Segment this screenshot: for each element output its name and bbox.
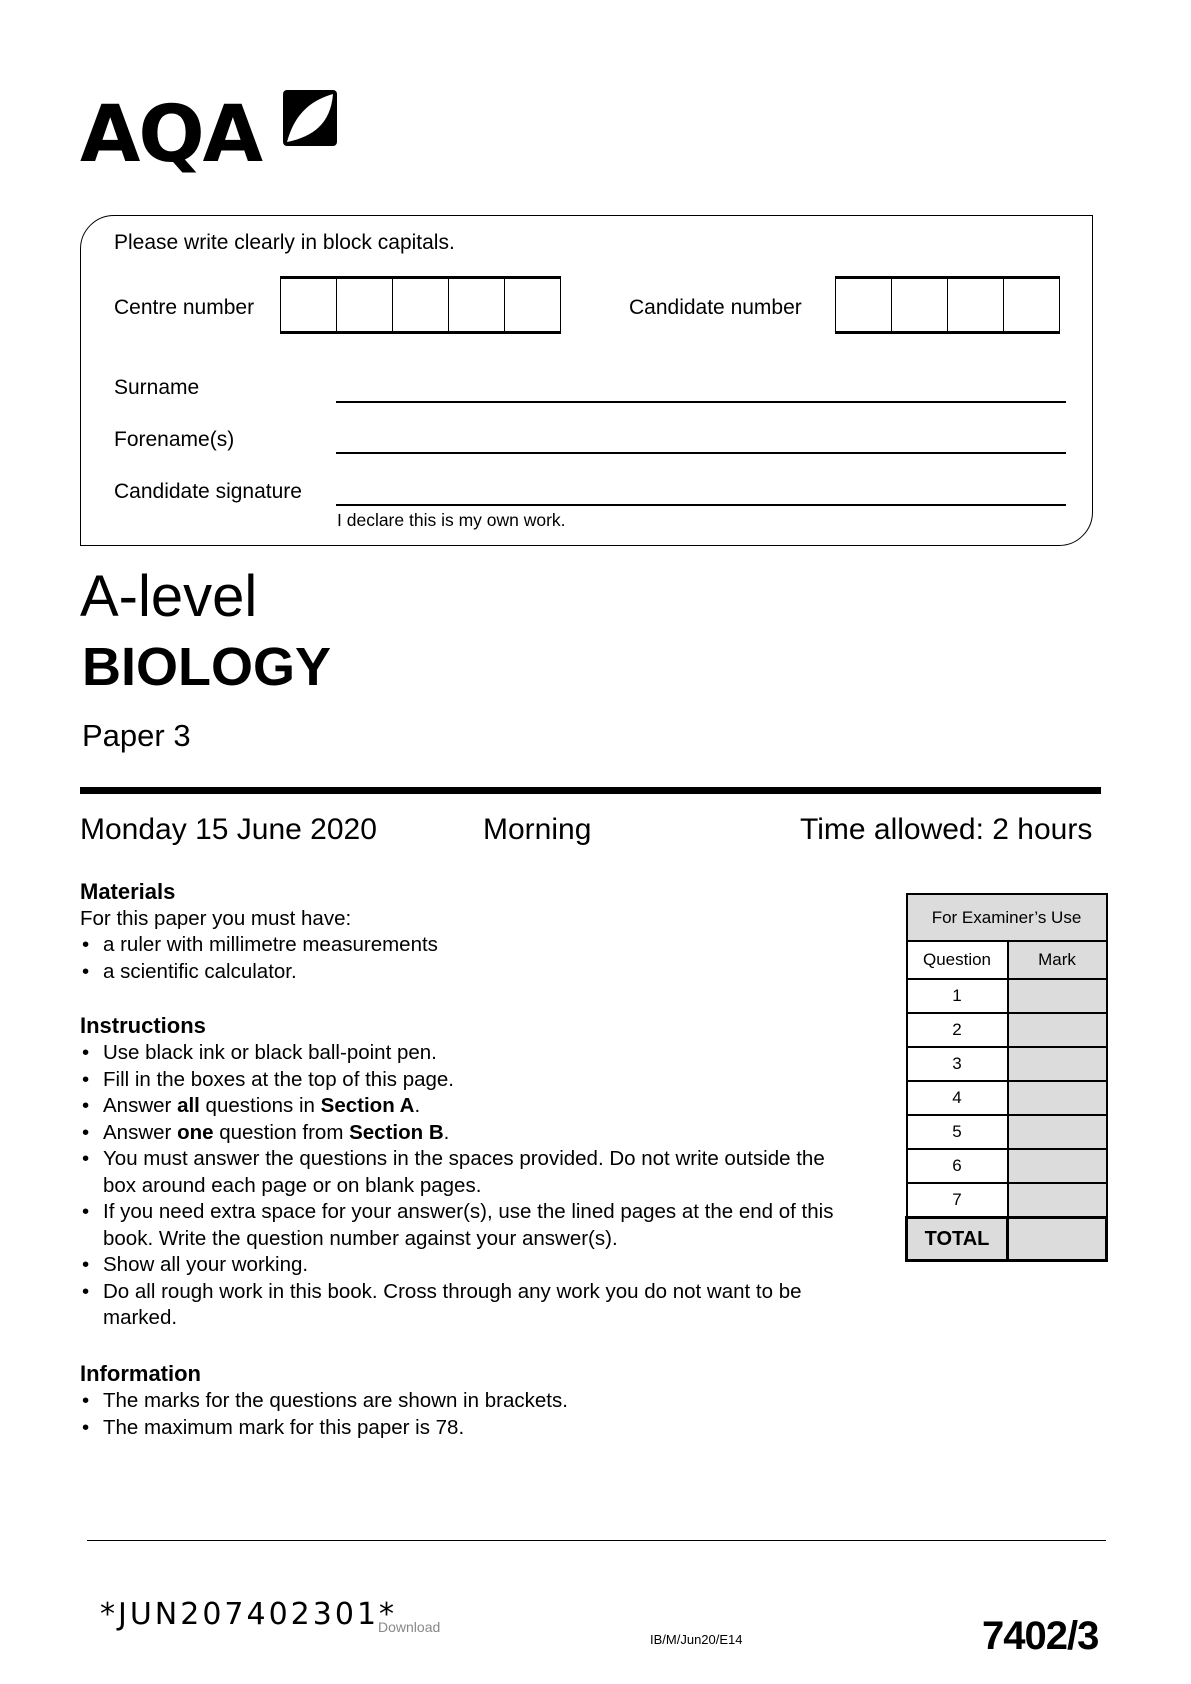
mark-cell[interactable]	[1008, 1081, 1107, 1115]
information-item: • The marks for the questions are shown in brackets.	[80, 1388, 568, 1415]
instruction-item	[80, 1252, 860, 1279]
subject-title: BIOLOGY	[82, 637, 332, 697]
materials-intro: For this paper you must have:	[80, 907, 352, 930]
centre-number-digit[interactable]	[337, 279, 393, 331]
instructions-heading: Instructions	[80, 1013, 206, 1038]
instruction-text: question from	[213, 1120, 350, 1144]
surname-label: Surname	[114, 376, 200, 399]
instruction-text: .	[414, 1094, 421, 1117]
question-number: 3	[907, 1047, 1008, 1081]
instruction-emphasis: all	[177, 1094, 200, 1117]
question-row	[907, 979, 1107, 1013]
question-number: 5	[907, 1115, 1008, 1149]
surname-field[interactable]	[336, 401, 1066, 403]
exam-date: Monday 15 June 2020	[80, 813, 377, 846]
centre-number-digit[interactable]	[449, 279, 505, 331]
column-header-mark: Mark	[1008, 941, 1107, 979]
candidate-details-form	[80, 215, 1093, 546]
instruction-text: You must answer the questions in the spaces provided. Do not write outside the box around each page or on blank pages.	[103, 1147, 825, 1197]
instruction-item	[80, 1199, 860, 1252]
question-row	[907, 1115, 1107, 1149]
form-instruction: Please write clearly in block capitals.	[114, 231, 455, 254]
materials-item: • a ruler with millimetre measurements	[80, 932, 438, 959]
instruction-item	[80, 1146, 860, 1199]
mark-cell[interactable]	[1008, 1013, 1107, 1047]
candidate-number-digit[interactable]	[892, 279, 948, 331]
watermark-text: Download	[378, 1619, 441, 1635]
candidate-number-digit[interactable]	[948, 279, 1004, 331]
instruction-text: Do all rough work in this book. Cross through any work you do not want to be marked.	[103, 1279, 802, 1329]
instruction-item	[80, 1120, 860, 1147]
information-list	[80, 1388, 568, 1441]
instruction-text: Fill in the boxes at the top of this page.	[103, 1067, 454, 1091]
question-number: 2	[907, 1013, 1008, 1047]
examiner-use-table	[905, 893, 1108, 1262]
total-row	[907, 1218, 1107, 1261]
centre-number-digit[interactable]	[505, 279, 561, 331]
signature-label: Candidate signature	[114, 480, 302, 503]
paper-number: Paper 3	[82, 718, 191, 753]
question-row	[907, 1183, 1107, 1218]
candidate-number-label: Candidate number	[629, 296, 802, 319]
information-item: • The maximum mark for this paper is 78.	[80, 1415, 568, 1442]
instruction-text: Answer	[103, 1120, 178, 1144]
mark-cell[interactable]	[1008, 1149, 1107, 1183]
materials-item: • a scientific calculator.	[80, 959, 438, 986]
centre-number-digit[interactable]	[393, 279, 449, 331]
barcode-text: *JUN207402301*	[100, 1597, 398, 1632]
materials-heading: Materials	[80, 879, 176, 904]
column-header-question: Question	[907, 941, 1008, 979]
question-row	[907, 1149, 1107, 1183]
instruction-item	[80, 1067, 860, 1094]
candidate-number-boxes	[835, 276, 1060, 334]
centre-number-label: Centre number	[114, 296, 255, 319]
paper-code: 7402/3	[982, 1614, 1099, 1658]
time-allowed: Time allowed: 2 hours	[800, 813, 1093, 846]
materials-list	[80, 932, 438, 985]
instruction-text: questions in	[199, 1094, 321, 1117]
instruction-text: If you need extra space for your answer(s), use the lined pages at the end of this book. Write the question number against your answer(s).	[103, 1200, 834, 1250]
instruction-item	[80, 1279, 860, 1332]
question-number: 4	[907, 1081, 1008, 1115]
total-label: TOTAL	[907, 1218, 1008, 1261]
total-mark-cell[interactable]	[1008, 1218, 1107, 1261]
mark-cell[interactable]	[1008, 1115, 1107, 1149]
title-divider	[80, 787, 1101, 794]
information-heading: Information	[80, 1361, 201, 1386]
footer-divider	[87, 1540, 1106, 1541]
paper-reference: IB/M/Jun20/E14	[650, 1632, 743, 1647]
exam-session: Morning	[483, 813, 592, 846]
aqa-logo	[80, 88, 340, 183]
mark-cell[interactable]	[1008, 1047, 1107, 1081]
candidate-number-digit[interactable]	[836, 279, 892, 331]
declaration-text: I declare this is my own work.	[337, 510, 566, 530]
mark-cell[interactable]	[1008, 1183, 1107, 1218]
aqa-leaf-icon	[283, 90, 337, 146]
instruction-emphasis: one	[177, 1120, 214, 1144]
question-row	[907, 1081, 1107, 1115]
instruction-text: .	[443, 1120, 450, 1144]
forenames-label: Forename(s)	[114, 428, 235, 451]
instruction-emphasis: Section B	[349, 1120, 444, 1144]
instruction-item	[80, 1040, 860, 1067]
qualification-level: A-level	[80, 564, 258, 629]
candidate-number-digit[interactable]	[1004, 279, 1060, 331]
question-row	[907, 1047, 1107, 1081]
instruction-text: Show all your working.	[103, 1253, 309, 1276]
question-row	[907, 1013, 1107, 1047]
forenames-field[interactable]	[336, 452, 1066, 454]
instruction-item	[80, 1093, 860, 1120]
question-number: 7	[907, 1183, 1008, 1218]
mark-cell[interactable]	[1008, 979, 1107, 1013]
signature-field[interactable]	[336, 504, 1066, 506]
question-number: 6	[907, 1149, 1008, 1183]
examiner-table-title: For Examiner’s Use	[907, 894, 1107, 941]
instruction-emphasis: Section A	[320, 1094, 415, 1117]
instructions-list	[80, 1040, 860, 1332]
instruction-text: Answer	[103, 1094, 178, 1117]
centre-number-boxes	[280, 276, 561, 334]
instruction-text: Use black ink or black ball-point pen.	[103, 1041, 437, 1064]
logo-text: AQA	[80, 90, 262, 180]
centre-number-digit[interactable]	[281, 279, 337, 331]
question-number: 1	[907, 979, 1008, 1013]
